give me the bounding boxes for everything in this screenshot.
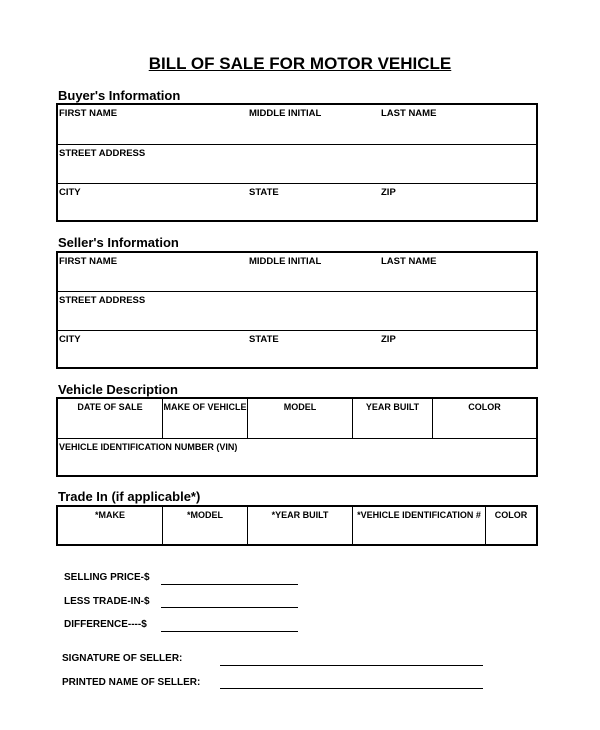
- buyer-city-row[interactable]: [58, 184, 536, 220]
- less-trade-in-line[interactable]: [161, 607, 298, 608]
- trade-in-model-cell[interactable]: [162, 507, 247, 544]
- buyer-middle-initial-label: MIDDLE INITIAL: [249, 108, 322, 119]
- trade-in-row: [58, 507, 536, 544]
- trade-in-vin-cell[interactable]: [352, 507, 485, 544]
- printed-name-of-seller-line[interactable]: [220, 688, 483, 689]
- trade-in-vin-label: *VEHICLE IDENTIFICATION #: [357, 510, 481, 520]
- signature-of-seller-line[interactable]: [220, 665, 483, 666]
- less-trade-in-label: LESS TRADE-IN-$: [64, 596, 150, 607]
- buyer-name-row[interactable]: [58, 105, 536, 145]
- color-label: COLOR: [468, 402, 501, 412]
- year-built-label: YEAR BUILT: [365, 402, 420, 412]
- year-built-cell[interactable]: [352, 399, 432, 438]
- document-title: BILL OF SALE FOR MOTOR VEHICLE: [148, 54, 452, 73]
- difference-line[interactable]: [161, 631, 298, 632]
- vehicle-details-row: [58, 399, 536, 439]
- trade-in-year-built-label: *YEAR BUILT: [271, 510, 329, 520]
- date-of-sale-cell[interactable]: [58, 399, 162, 438]
- trade-in-box: [56, 505, 538, 546]
- buyer-zip-label: ZIP: [381, 187, 396, 198]
- buyer-street-address-label: STREET ADDRESS: [59, 148, 146, 159]
- difference-label: DIFFERENCE----$: [64, 619, 147, 630]
- model-label: MODEL: [283, 402, 317, 412]
- vehicle-section-heading: Vehicle Description: [58, 382, 178, 397]
- trade-in-make-cell[interactable]: [58, 507, 162, 544]
- vin-label: VEHICLE IDENTIFICATION NUMBER (VIN): [59, 442, 238, 452]
- buyer-city-label: CITY: [59, 187, 81, 198]
- seller-street-address-label: STREET ADDRESS: [59, 295, 146, 306]
- seller-name-row[interactable]: [58, 253, 536, 292]
- vehicle-description-box: [56, 397, 538, 477]
- buyer-first-name-label: FIRST NAME: [59, 108, 118, 119]
- trade-in-section-heading: Trade In (if applicable*): [58, 489, 201, 504]
- buyer-state-label: STATE: [249, 187, 279, 198]
- seller-section-heading: Seller's Information: [58, 235, 179, 250]
- seller-state-label: STATE: [249, 334, 279, 345]
- buyer-info-box: [56, 103, 538, 222]
- model-cell[interactable]: [247, 399, 352, 438]
- vin-row[interactable]: [58, 439, 536, 475]
- seller-city-row[interactable]: [58, 331, 536, 367]
- selling-price-label: SELLING PRICE-$: [64, 572, 150, 583]
- buyer-section-heading: Buyer's Information: [58, 88, 181, 103]
- printed-name-of-seller-label: PRINTED NAME OF SELLER:: [62, 677, 201, 688]
- buyer-last-name-label: LAST NAME: [381, 108, 437, 119]
- make-of-vehicle-label: MAKE OF VEHICLE: [163, 402, 247, 412]
- seller-last-name-label: LAST NAME: [381, 256, 437, 267]
- trade-in-year-built-cell[interactable]: [247, 507, 352, 544]
- date-of-sale-label: DATE OF SALE: [77, 402, 143, 412]
- trade-in-color-label: COLOR: [494, 510, 528, 520]
- seller-first-name-label: FIRST NAME: [59, 256, 118, 267]
- trade-in-model-label: *MODEL: [187, 510, 223, 520]
- buyer-street-address-row[interactable]: [58, 145, 536, 184]
- seller-city-label: CITY: [59, 334, 81, 345]
- seller-street-address-row[interactable]: [58, 292, 536, 331]
- seller-middle-initial-label: MIDDLE INITIAL: [249, 256, 322, 267]
- color-cell[interactable]: [432, 399, 536, 438]
- make-of-vehicle-cell[interactable]: [162, 399, 247, 438]
- seller-info-box: [56, 251, 538, 369]
- trade-in-make-label: *MAKE: [94, 510, 125, 520]
- trade-in-color-cell[interactable]: [485, 507, 536, 544]
- selling-price-line[interactable]: [161, 584, 298, 585]
- signature-of-seller-label: SIGNATURE OF SELLER:: [62, 653, 183, 664]
- seller-zip-label: ZIP: [381, 334, 396, 345]
